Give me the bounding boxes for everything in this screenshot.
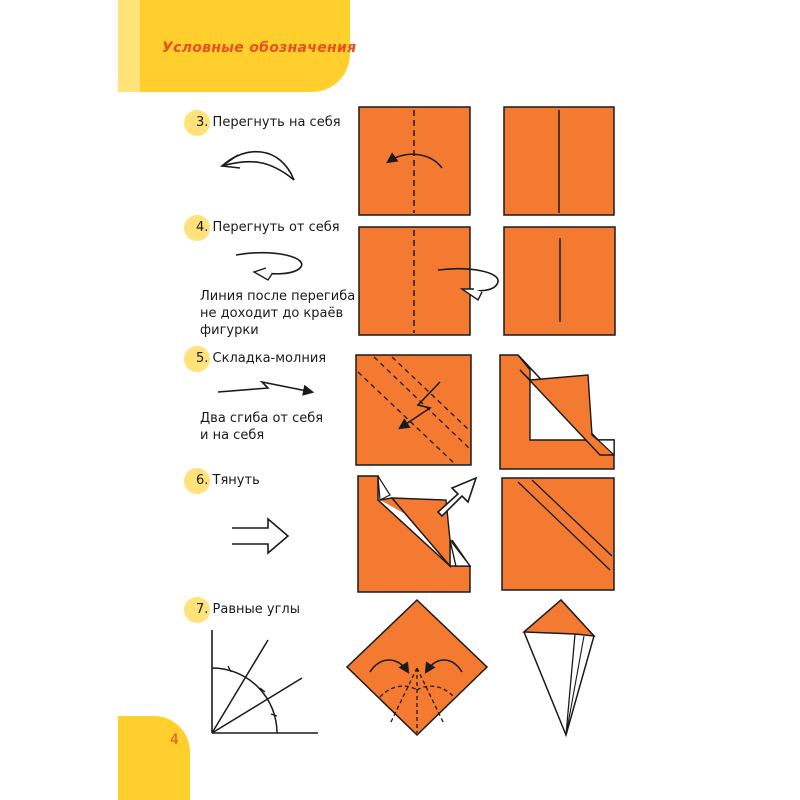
note-line: не доходит до краёв	[200, 306, 344, 321]
note-line: Линия после перегиба	[200, 289, 356, 304]
page-title: Условные обозначения	[162, 40, 357, 56]
zigzag-arrow-icon	[218, 382, 312, 392]
step-number: 6.	[196, 473, 209, 488]
page-number: 4	[170, 732, 179, 748]
step5-square-result	[500, 355, 614, 469]
note-line: и на себя	[200, 428, 265, 443]
step3-square-dashed	[359, 107, 470, 215]
equal-angles-icon	[212, 630, 318, 733]
step-number: 3.	[196, 115, 209, 130]
step-title: Перегнуть на себя	[212, 115, 341, 130]
step3-square-result	[504, 107, 614, 215]
step4-square-result	[504, 227, 615, 335]
step-number: 4.	[196, 220, 209, 235]
pull-arrow-icon	[232, 519, 288, 553]
step5-square-dashed	[356, 355, 471, 465]
step4-square-dashed	[359, 227, 498, 335]
step-title: Равные углы	[212, 602, 301, 617]
step6-square-start	[358, 476, 476, 592]
step7-cone	[524, 600, 594, 735]
step-title: Перегнуть от себя	[212, 220, 340, 235]
fold-away-arrow-icon	[236, 253, 302, 280]
step7-diamond	[347, 600, 487, 735]
step-title: Складка-молния	[212, 351, 327, 366]
step-number: 5.	[196, 351, 209, 366]
step-number: 7.	[196, 602, 209, 617]
step6-square-result	[502, 478, 614, 590]
step-title: Тянуть	[212, 473, 260, 488]
note-line: фигурки	[200, 323, 259, 338]
fold-toward-arrow-icon	[222, 152, 294, 180]
note-line: Два сгиба от себя	[200, 411, 324, 426]
